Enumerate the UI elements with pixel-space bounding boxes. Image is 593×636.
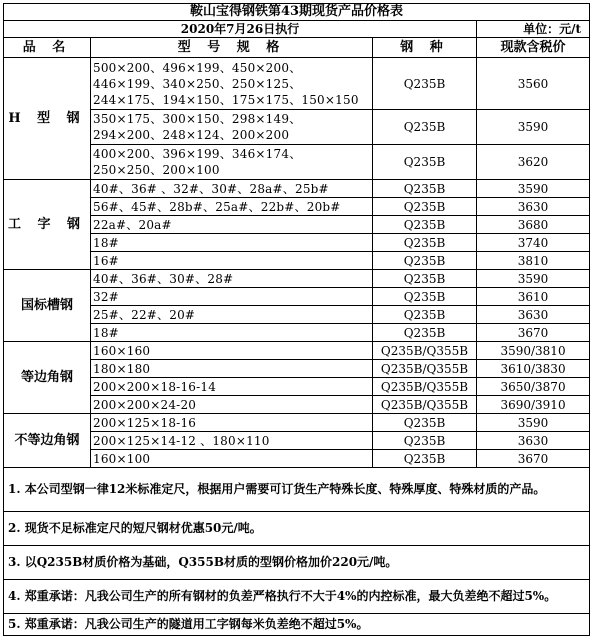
note-text: 4. 郑重承诺：凡我公司生产的所有钢材的负差严格执行不大于4%的内控标准，最大负差绝不超过5%。 — [4, 580, 590, 614]
table-row — [4, 360, 590, 378]
price-cell: 3590 — [477, 270, 590, 288]
note-text: 3. 以Q235B材质价格为基础，Q355B材质的型钢价格加价220元/吨。 — [4, 546, 590, 580]
header-grade: 钢 种 — [373, 38, 477, 58]
spec-cell: 200×200×24-20 — [91, 396, 373, 414]
spec-cell: 18# — [91, 234, 373, 252]
unit-label: 单位：元/t — [477, 21, 590, 38]
table-row — [4, 216, 590, 234]
note-row — [4, 614, 590, 636]
grade-cell: Q235B — [373, 145, 477, 180]
price-cell: 3590 — [477, 414, 590, 432]
price-cell: 3650/3870 — [477, 378, 590, 396]
price-cell: 3560 — [477, 58, 590, 110]
grade-cell: Q235B — [373, 198, 477, 216]
spec-cell: 40#、36#、30#、28# — [91, 270, 373, 288]
grade-cell: Q235B/Q355B — [373, 360, 477, 378]
spec-cell: 350×175、300×150、298×149、294×200、248×124、200×200 — [91, 110, 373, 145]
price-cell: 3680 — [477, 216, 590, 234]
price-table — [3, 3, 590, 636]
spec-cell: 400×200、396×199、346×174、250×250、200×100 — [91, 145, 373, 180]
spec-cell: 56#、45#、28b#、25a#、22b#、20b# — [91, 198, 373, 216]
price-cell: 3620 — [477, 145, 590, 180]
grade-cell: Q235B — [373, 324, 477, 342]
header-row — [4, 38, 590, 58]
note-row — [4, 468, 590, 512]
title-row — [4, 4, 590, 21]
price-cell: 3610/3830 — [477, 360, 590, 378]
price-cell: 3630 — [477, 432, 590, 450]
grade-cell: Q235B — [373, 234, 477, 252]
grade-cell: Q235B — [373, 432, 477, 450]
grade-cell: Q235B — [373, 414, 477, 432]
spec-cell: 25#、22#、20# — [91, 306, 373, 324]
spec-cell: 40#、36# 、32#、30#、28a#、25b# — [91, 180, 373, 198]
price-cell: 3690/3910 — [477, 396, 590, 414]
product-name: 国标槽钢 — [4, 270, 91, 342]
price-cell: 3590 — [477, 110, 590, 145]
table-row — [4, 450, 590, 468]
table-row — [4, 110, 590, 145]
table-row — [4, 414, 590, 432]
grade-cell: Q235B/Q355B — [373, 396, 477, 414]
product-name: 等边角钢 — [4, 342, 91, 414]
price-cell: 3810 — [477, 252, 590, 270]
header-spec: 型 号 规 格 — [91, 38, 373, 58]
grade-cell: Q235B — [373, 110, 477, 145]
date-row — [4, 21, 590, 38]
spec-cell: 180×180 — [91, 360, 373, 378]
price-cell: 3590 — [477, 180, 590, 198]
spec-cell: 16# — [91, 252, 373, 270]
grade-cell: Q235B — [373, 450, 477, 468]
header-name: 品 名 — [4, 38, 91, 58]
grade-cell: Q235B/Q355B — [373, 342, 477, 360]
price-cell: 3630 — [477, 306, 590, 324]
table-row — [4, 396, 590, 414]
spec-cell: 200×125×18-16 — [91, 414, 373, 432]
product-name: 不等边角钢 — [4, 414, 91, 468]
price-cell: 3740 — [477, 234, 590, 252]
grade-cell: Q235B — [373, 180, 477, 198]
table-row — [4, 198, 590, 216]
price-cell: 3670 — [477, 450, 590, 468]
spec-cell: 200×125×14-12 、180×110 — [91, 432, 373, 450]
note-text: 1. 本公司型钢一律12米标准定尺，根据用户需要可订货生产特殊长度、特殊厚度、特殊材质的产品。 — [4, 468, 590, 512]
grade-cell: Q235B — [373, 270, 477, 288]
table-row — [4, 145, 590, 180]
price-sheet — [3, 3, 589, 636]
note-row — [4, 546, 590, 580]
table-row — [4, 342, 590, 360]
table-row — [4, 58, 590, 110]
grade-cell: Q235B — [373, 252, 477, 270]
price-cell: 3670 — [477, 324, 590, 342]
spec-cell: 32# — [91, 288, 373, 306]
effective-date: 2020年7月26日执行 — [4, 21, 477, 38]
table-row — [4, 378, 590, 396]
grade-cell: Q235B — [373, 58, 477, 110]
table-row — [4, 306, 590, 324]
table-row — [4, 270, 590, 288]
spec-cell: 200×200×18-16-14 — [91, 378, 373, 396]
table-row — [4, 288, 590, 306]
spec-cell: 500×200、496×199、450×200、446×199、340×250、250×125、244×175、194×150、175×175、150×150 — [91, 58, 373, 110]
spec-cell: 18# — [91, 324, 373, 342]
note-text: 2. 现货不足标准定尺的短尺钢材优惠50元/吨。 — [4, 512, 590, 546]
price-cell: 3610 — [477, 288, 590, 306]
grade-cell: Q235B/Q355B — [373, 378, 477, 396]
product-name: 工 字 钢 — [4, 180, 91, 270]
grade-cell: Q235B — [373, 288, 477, 306]
spec-cell: 22a#、20a# — [91, 216, 373, 234]
note-row — [4, 580, 590, 614]
spec-cell: 160×100 — [91, 450, 373, 468]
price-cell: 3630 — [477, 198, 590, 216]
grade-cell: Q235B — [373, 216, 477, 234]
note-row — [4, 512, 590, 546]
table-row — [4, 324, 590, 342]
table-row — [4, 180, 590, 198]
table-row — [4, 252, 590, 270]
price-cell: 3590/3810 — [477, 342, 590, 360]
table-row — [4, 432, 590, 450]
sheet-title: 鞍山宝得钢铁第43期现货产品价格表 — [4, 4, 590, 21]
note-text: 5. 郑重承诺：凡我公司生产的隧道用工字钢每米负差绝不超过5%。 — [4, 614, 590, 636]
spec-cell: 160×160 — [91, 342, 373, 360]
grade-cell: Q235B — [373, 306, 477, 324]
header-price: 现款含税价 — [477, 38, 590, 58]
product-name: H 型 钢 — [4, 58, 91, 180]
table-row — [4, 234, 590, 252]
